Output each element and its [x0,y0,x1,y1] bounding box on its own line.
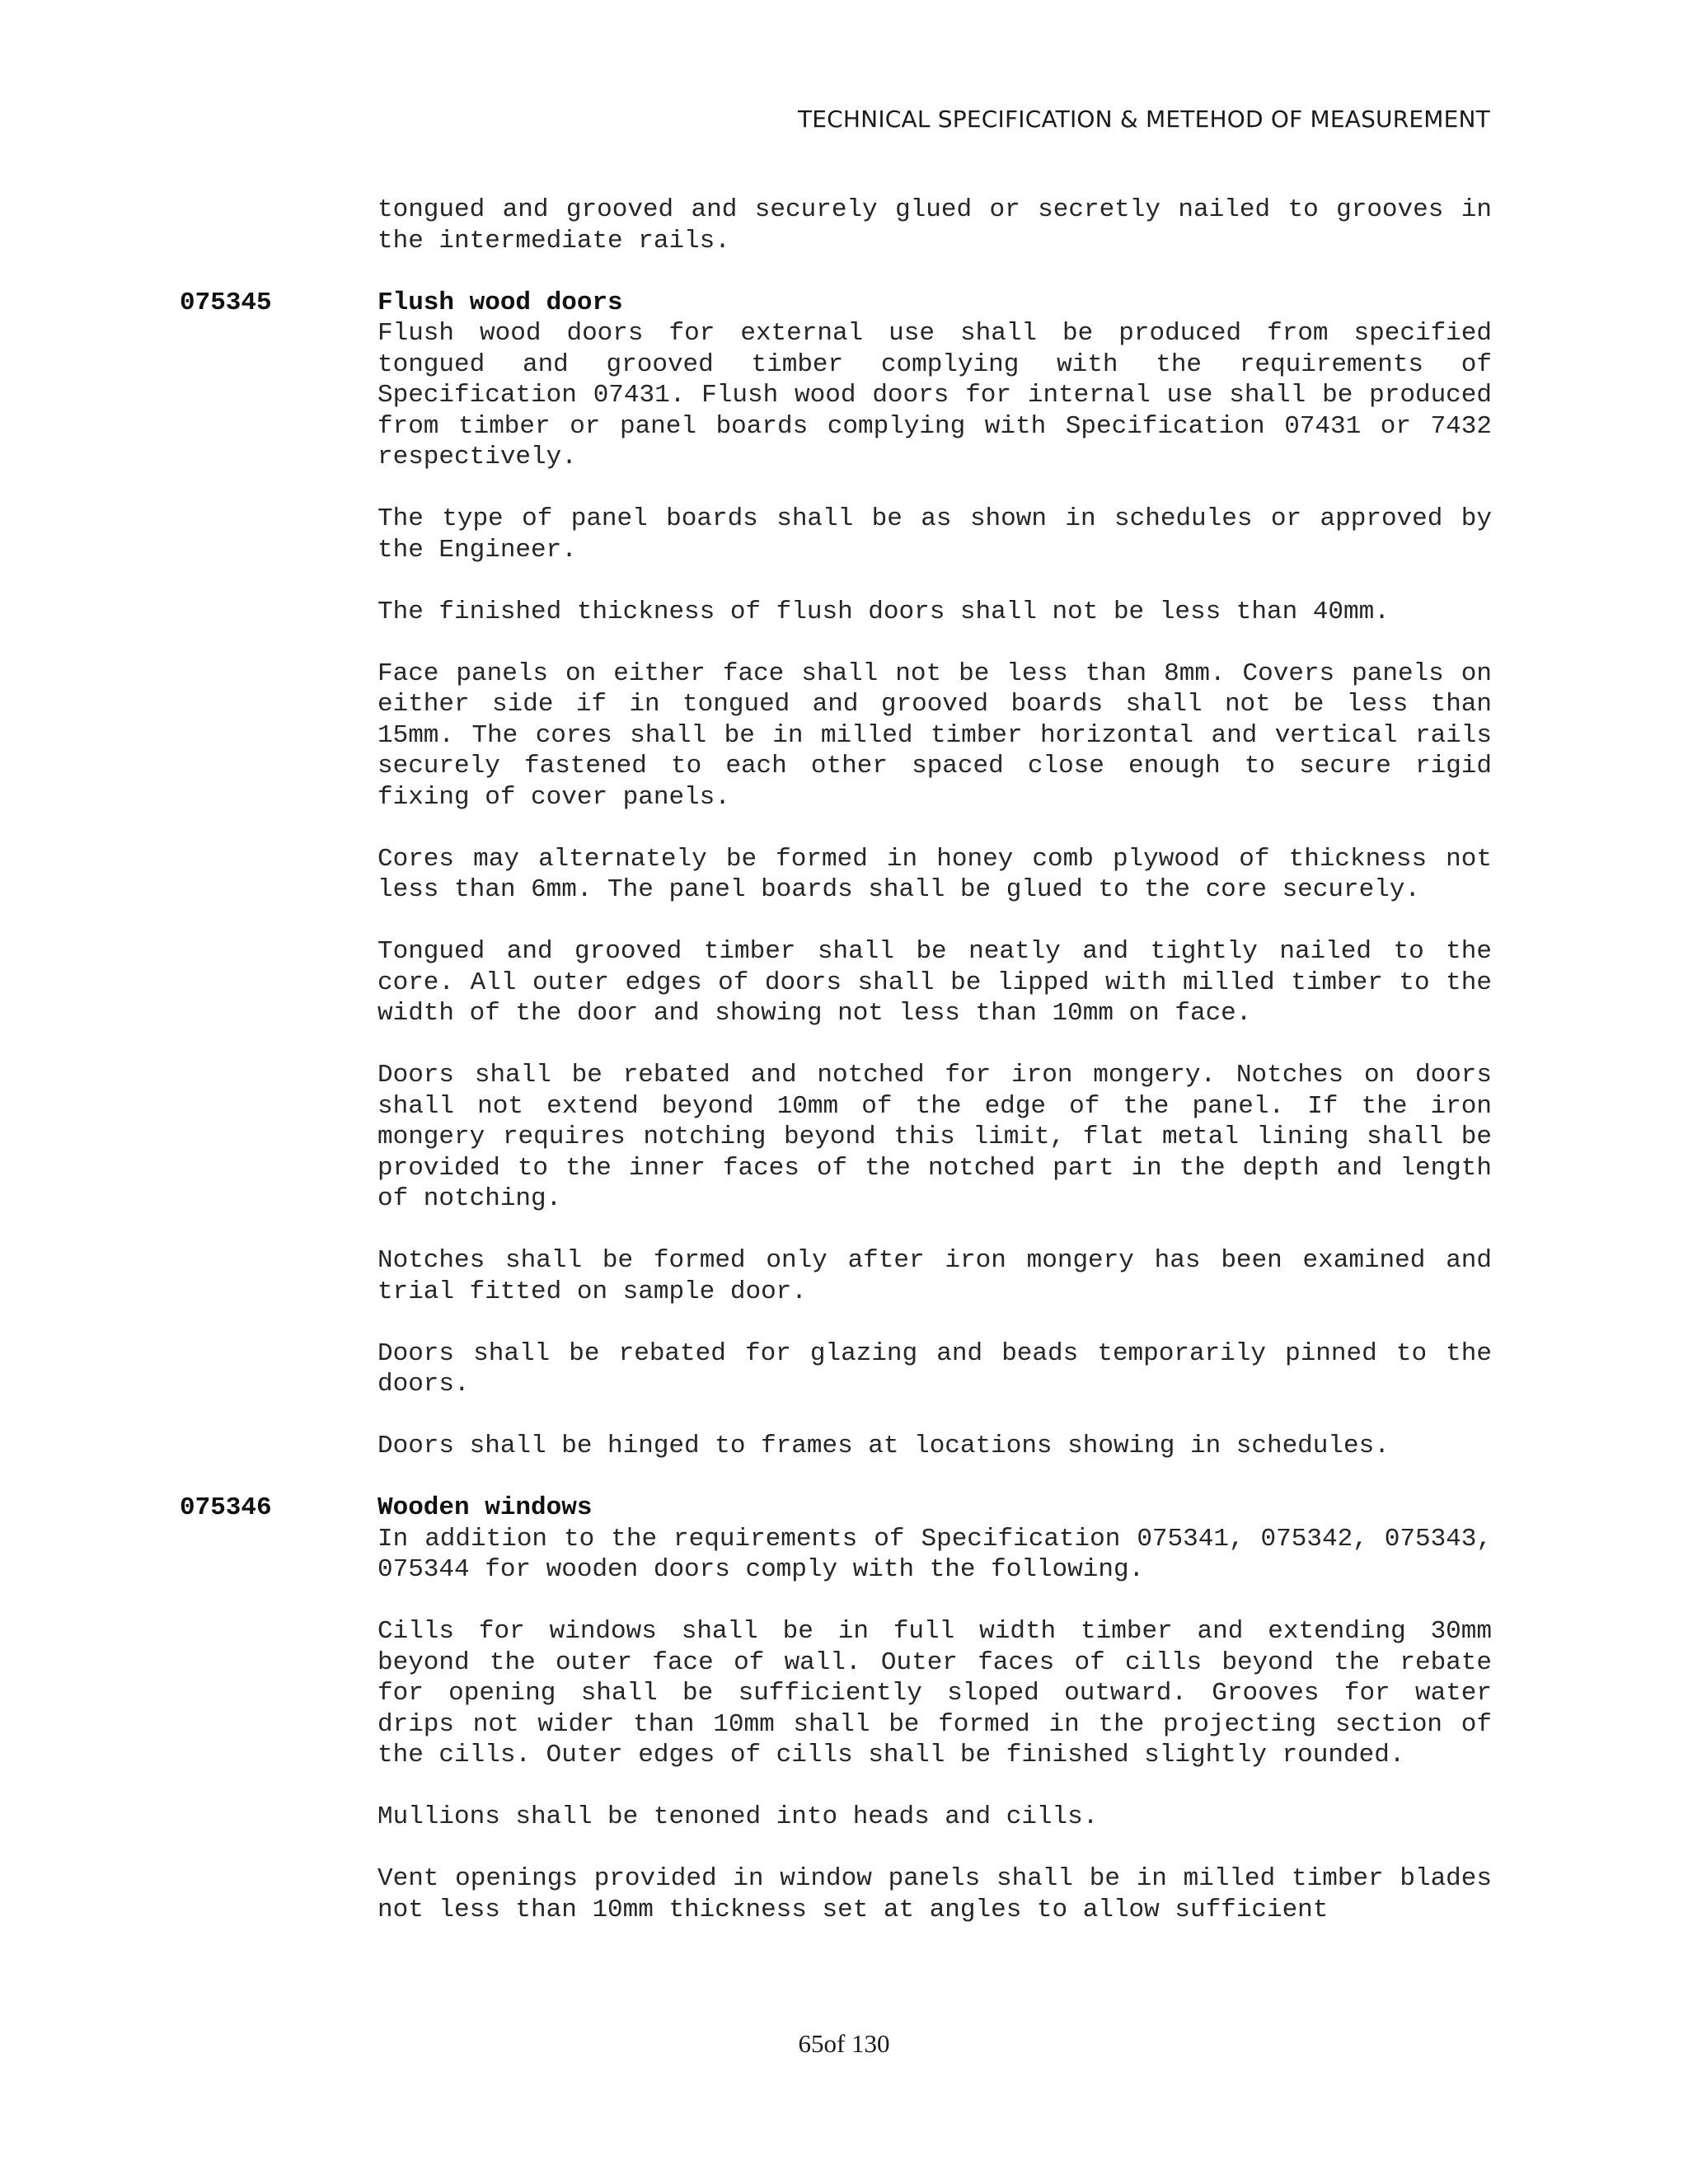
paragraph: Cores may alternately be formed in honey comb plywood of thickness not less than 6mm. The panel boards shall be glued to the core securely. [377,844,1492,904]
paragraph: Tongued and grooved timber shall be neatly and tightly nailed to the core. All outer edges of doors shall be lipped with milled timber to the width of the door and showing not less than 10mm on face. [377,937,1492,1028]
paragraph: Doors shall be rebated and notched for iron mongery. Notches on doors shall not extend beyond 10mm of the edge of the panel. If the iron mongery requires notching beyond this limit, flat metal lining shall be provided to the inner faces of the notched part in the depth and length of notching. [377,1061,1492,1213]
section-title: Wooden windows [377,1493,593,1522]
document-body [0,194,1688,1957]
paragraph: Mullions shall be tenoned into heads and cills. [377,1802,1099,1831]
page-footer [0,2029,1688,2059]
paragraph: Flush wood doors for external use shall be produced from specified tongued and grooved timber complying with the requirements of Specification 07431. Flush wood doors for internal use shall be produced from timber or panel boards complying with Specification 07431 or 7432 respectively. [377,319,1492,471]
paragraph: The type of panel boards shall be as shown in schedules or approved by the Engineer. [377,504,1492,565]
section-075346 [0,1493,1688,1925]
paragraph: Doors shall be hinged to frames at locations showing in schedules. [377,1432,1390,1460]
section-code: 075345 [180,288,272,317]
paragraph: In addition to the requirements of Specification 075341, 075342, 075343, 075344 for wooden doors comply with the following. [377,1524,1492,1584]
section-075345 [0,288,1688,1462]
section-code: 075346 [180,1493,272,1522]
page-number: 65 [798,2029,824,2058]
paragraph: Notches shall be formed only after iron mongery has been examined and trial fitted on sample door. [377,1246,1492,1306]
intro-paragraph: tongued and grooved and securely glued or secretly nailed to grooves in the intermediate rails. [377,195,1492,255]
section-title: Flush wood doors [377,288,623,317]
total-pages: 130 [851,2029,890,2058]
paragraph: Vent openings provided in window panels shall be in milled timber blades not less than 10mm thickness set at angles to allow sufficient [377,1864,1492,1924]
paragraph: Cills for windows shall be in full width timber and extending 30mm beyond the outer face of wall. Outer faces of cills beyond the rebate for opening shall be sufficiently sloped outward. Grooves for water drips not wider than 10mm shall be formed in the projecting section of the cills. Outer edges of cills shall be finished slightly rounded. [377,1617,1492,1769]
page-of-label: of [823,2029,846,2058]
paragraph: Doors shall be rebated for glazing and beads temporarily pinned to the doors. [377,1338,1492,1399]
paragraph: Face panels on either face shall not be less than 8mm. Covers panels on either side if in tongued and grooved boards shall not be less than 15mm. The cores shall be in milled timber horizontal and vertical rails securely fastened to each other spaced close enough to secure rigid fixing of cover panels. [377,658,1492,812]
paragraph: The finished thickness of flush doors shall not be less than 40mm. [377,597,1390,626]
document-header: TECHNICAL SPECIFICATION & METEHOD OF MEASUREMENT [797,105,1490,133]
